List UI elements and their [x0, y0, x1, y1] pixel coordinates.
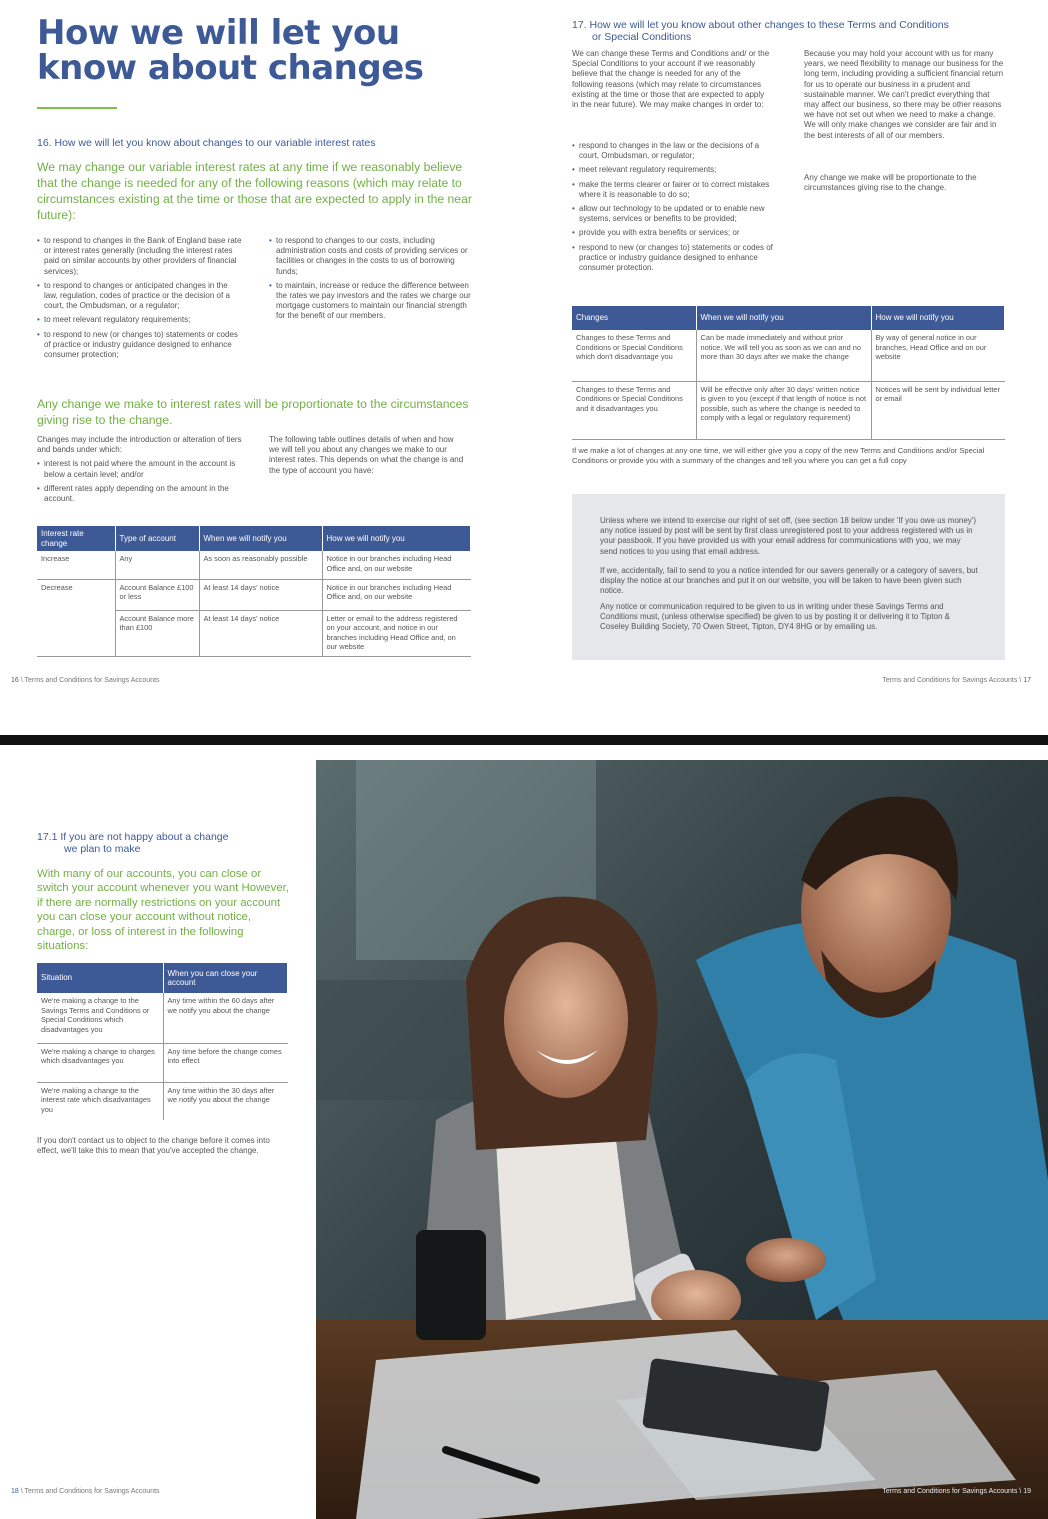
page-title — [37, 13, 477, 88]
interest-rate-table — [37, 526, 471, 657]
page-title-line-2: know about changes — [37, 48, 424, 88]
footer-text: Terms and Conditions for Savings Accounts \ — [882, 1488, 1022, 1495]
table-cell: Will be effective only after 30 days' written notice is given to you (except if that length of notice is not possible, such as where the change is needed to comply with a legal or regulatory requirement) — [696, 381, 871, 439]
section-16-lead: We may change our variable interest rates at any time if we reasonably believe that the change is needed for any of the following reasons (which may relate to circumstances existing at the time or those that are expected to apply in the near future): — [37, 160, 472, 222]
footer-page-18 — [11, 1488, 160, 1495]
list-item: • respond to changes in the law or the decisions of a court, Ombudsman, or regulator; — [572, 141, 777, 161]
spread-divider — [0, 735, 1048, 745]
list-item: • to respond to changes in the Bank of England base rate or interest rates generally (including the interest rates paid on similar accounts by other providers of financial services); — [37, 236, 242, 277]
table-cell: Any time within the 30 days after we notify you about the change — [167, 1085, 275, 1104]
bullets-right — [269, 236, 474, 326]
table-cell: We're making a change to charges which disadvantages you — [37, 1043, 163, 1082]
table-header: When we will notify you — [696, 306, 871, 330]
after-table-note: If we make a lot of changes at any one time, we will either give you a copy of the new Terms and Conditions and/or Special Conditions or provide you with a summary of the changes and tell you where you can get a full copy — [572, 446, 985, 465]
table-header: How we will notify you — [871, 306, 1005, 330]
table-cell: Any time within the 60 days after we notify you about the change — [163, 993, 288, 1043]
footer-page-19 — [882, 1488, 1031, 1495]
table-header-row — [37, 526, 471, 551]
close-account-table — [37, 963, 288, 1120]
table-cell: Notices will be sent by individual letter or email — [871, 381, 1005, 439]
table-cell: Any — [115, 551, 199, 579]
footer-page-16 — [11, 677, 160, 684]
terms-changes-table — [572, 306, 1005, 440]
table-row — [37, 579, 471, 610]
title-underline — [37, 107, 117, 109]
list-item: • provide you with extra benefits or services; or — [572, 228, 777, 238]
page-number: 16 — [11, 677, 19, 684]
table-cell: Decrease — [37, 579, 115, 610]
table-header: Situation — [37, 963, 163, 993]
section-17-1-heading-line-1: 17.1 If you are not happy about a change — [37, 831, 229, 843]
table-cell: We're making a change to the Savings Terms and Conditions or Special Conditions which disadvantages you — [37, 993, 163, 1043]
list-item: • make the terms clearer or fairer or to correct mistakes where it is reasonable to do so; — [572, 180, 777, 200]
spread-pages-16-17 — [0, 0, 1048, 735]
page-title-line-1: How we will let you — [37, 13, 400, 53]
table-header: Type of account — [115, 526, 199, 551]
changes-text: Changes may include the introduction or alteration of tiers and bands under which: — [37, 435, 242, 455]
couple-photo — [316, 760, 1048, 1519]
list-item: • to respond to changes to our costs, including administration costs and costs of providing services or facilities or changes in the costs to us of borrowing funds; — [269, 236, 474, 277]
table-header: How we will notify you — [322, 526, 471, 551]
list-item: • to respond to new (or changes to) statements or codes of practice or industry guidance designed to enhance consumer protection; — [37, 330, 242, 361]
list-item: • meet relevant regulatory requirements; — [572, 165, 777, 175]
section-17-heading — [572, 19, 1012, 43]
section-17-intro: We can change these Terms and Conditions and/ or the Special Conditions to your account if we reasonably believe that the change is needed for any of the following reasons (which may relate to circumstances existing at the time or those that are expected to apply in the near future). We may make changes in order to: — [572, 49, 770, 110]
notice-box-para-3: Any notice or communication required to be given to us in writing under these Savings Terms and Conditions must, (unless otherwise specified) be given to us by posting it or delivering it to Tipton & Coseley Building Society, 70 Owen Street, Tipton, DY4 8HG or by emailing us. — [600, 602, 950, 632]
table-cell — [37, 610, 115, 656]
proportionate-lead: Any change we make to interest rates will be proportionate to the circumstances giving rise to the change. — [37, 397, 469, 427]
section-17-heading-line-1: 17. How we will let you know about other changes to these Terms and Conditions — [572, 19, 949, 31]
page-number: 18 — [11, 1488, 19, 1495]
list-item: • respond to new (or changes to) statements or codes of practice or industry guidance designed to enhance consumer protection. — [572, 243, 777, 274]
page-number: 17 — [1023, 677, 1031, 684]
table-header: When we will notify you — [199, 526, 322, 551]
table-cell: Changes to these Terms and Conditions or Special Conditions which don't disadvantage you — [572, 330, 696, 381]
list-item: • different rates apply depending on the amount in the account. — [37, 484, 242, 504]
table-row — [37, 1043, 288, 1082]
list-item: • interest is not paid where the amount in the account is below a certain level; and/or — [37, 459, 242, 479]
table-cell: Can be made immediately and without prior notice. We will tell you as soon as we can and no more than 30 days after we make the change — [696, 330, 871, 381]
footer-text: \ Terms and Conditions for Savings Accounts — [20, 677, 160, 684]
table-header-row — [572, 306, 1005, 330]
table-row — [572, 381, 1005, 439]
table-cell: We're making a change to the interest rate which disadvantages you — [37, 1082, 163, 1120]
page-number: 19 — [1023, 1488, 1031, 1495]
list-item: • to maintain, increase or reduce the difference between the rates we pay investors and the rates we charge our mortgage customers to maintain our financial strength for the benefit of our members. — [269, 281, 474, 322]
table-cell: Any time before the change comes into effect — [163, 1043, 288, 1082]
footer-page-17 — [882, 677, 1031, 684]
notice-info-box — [572, 494, 1005, 660]
spread-pages-18-19 — [0, 745, 1048, 1519]
table-cell: Increase — [37, 551, 115, 579]
section-17-right-para-2: Any change we make will be proportionate to the circumstances giving rise to the change. — [804, 173, 977, 193]
table-cell: Account Balance £100 or less — [115, 579, 199, 610]
table-cell: Account Balance more than £100 — [115, 610, 199, 656]
table-cell: By way of general notice in our branches, Head Office and on our website — [871, 330, 1005, 381]
section-17-1-heading — [37, 831, 297, 855]
table-cell: At least 14 days' notice — [199, 610, 322, 656]
section-17-heading-line-2: or Special Conditions — [592, 31, 692, 43]
section-17-1-heading-line-2: we plan to make — [64, 843, 141, 855]
table-header-row — [37, 963, 288, 993]
photo-illustration — [316, 760, 1048, 1519]
table-header: When you can close your account — [163, 963, 288, 993]
notice-box-para-2: If we, accidentally, fail to send to you a notice intended for our savers generally or a category of savers, but display the notice at our branches and put it on our website, you will be taken to have been given such notice. — [600, 566, 978, 596]
table-cell: Letter or email to the address registered on your account, and notice in our branches including Head Office and, on our website — [322, 610, 471, 656]
list-item: • to meet relevant regulatory requirements; — [37, 315, 242, 325]
bullets-left — [37, 236, 242, 364]
table-cell: Notice in our branches including Head Office and, on our website — [322, 551, 471, 579]
table-row — [572, 330, 1005, 381]
section-17-right-para-1: Because you may hold your account with us for many years, we need flexibility to manage our business for the long term, including providing a sufficient financial return for us to operate our business in a prudent and sustainable manner. We can't predict everything that may affect our business, so there may be other reasons we have not set out when we need to make a change. We will only make changes we consider are fair and in the best interests of all of our members. — [804, 49, 1004, 140]
notice-box-para-1: Unless where we intend to exercise our right of set off, (see section 18 below under 'If you owe us money') any notice issued by post will be sent by first class unregistered post to your address registered with us in your passbook. If you have provided us with your email address for communications with you, we may send notices to you using that email address. — [600, 516, 976, 556]
not-object-note: If you don't contact us to object to the change before it comes into effect, we'll take this to mean that you've accepted the change. — [37, 1136, 270, 1156]
table-row — [37, 1082, 288, 1120]
table-row — [37, 551, 471, 579]
changes-block — [37, 435, 242, 508]
table-cell: Notice in our branches including Head Office and, on our website — [322, 579, 471, 610]
section-17-1-lead: With many of our accounts, you can close or switch your account whenever you want However, if there are normally restrictions on your account you can close your account without notice, charge, or loss of interest in the following situations: — [37, 868, 289, 953]
footer-text: Terms and Conditions for Savings Accounts \ — [882, 677, 1022, 684]
table-header: Changes — [572, 306, 696, 330]
section-16-heading: 16. How we will let you know about changes to our variable interest rates — [37, 137, 376, 149]
table-intro: The following table outlines details of when and how we will tell you about any changes we make to our interest rates. This depends on what the change is and the type of account you have: — [269, 435, 464, 475]
table-row — [37, 993, 288, 1043]
footer-text: \ Terms and Conditions for Savings Accounts — [20, 1488, 160, 1495]
table-cell: At least 14 days' notice — [199, 579, 322, 610]
list-item: • to respond to changes or anticipated changes in the law, regulation, codes of practice or the decision of a court, the Ombudsman, or a regulator; — [37, 281, 242, 312]
table-cell: Changes to these Terms and Conditions or Special Conditions and it disadvantages you — [572, 381, 696, 439]
table-header: Interest rate change — [37, 526, 115, 551]
section-17-bullets — [572, 141, 777, 277]
table-row — [37, 610, 471, 656]
list-item: • allow our technology to be updated or to enable new systems, services or benefits to be provided; — [572, 204, 777, 224]
table-cell: As soon as reasonably possible — [199, 551, 322, 579]
